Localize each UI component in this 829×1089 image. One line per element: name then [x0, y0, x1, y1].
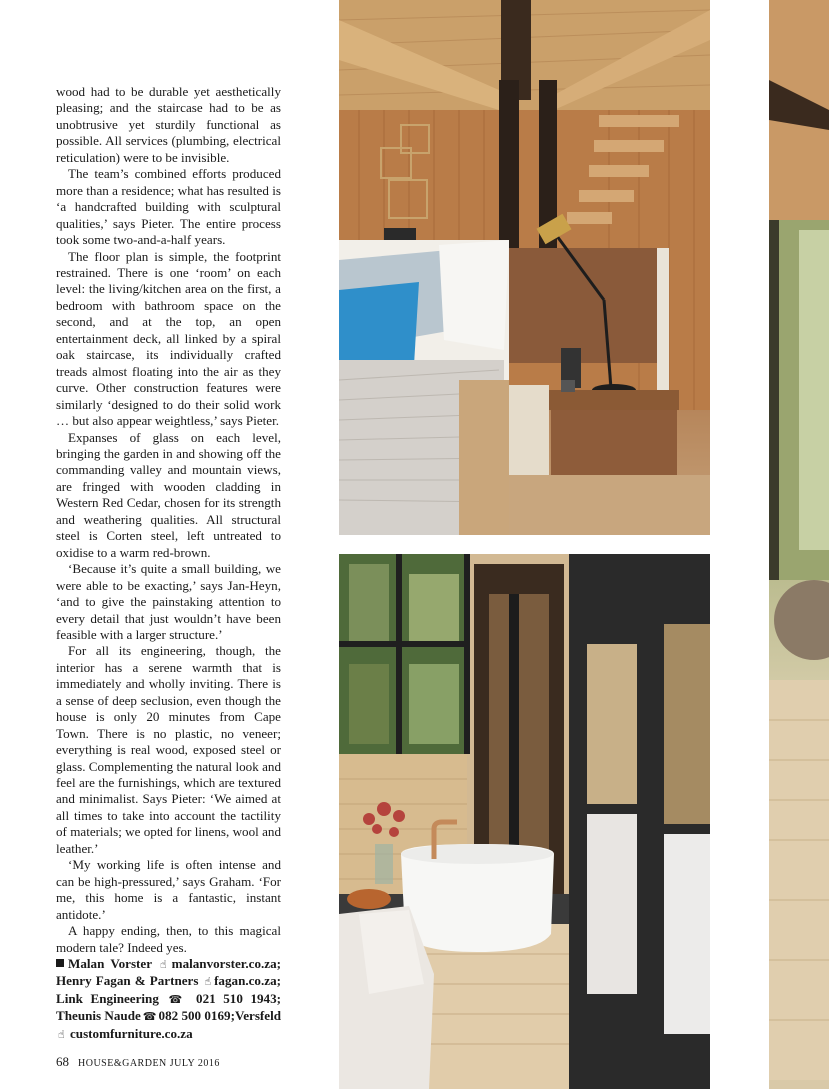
- credit-link[interactable]: fagan.co.za;: [214, 973, 281, 989]
- credit-name: Theunis Naude: [56, 1008, 141, 1024]
- credit-name: Versfeld: [234, 1008, 282, 1024]
- article-paragraph: Expanses of glass on each level, bringing the garden in and showing off the commanding valley and mountain views, are fringed with wooden cladding in Western Red Cedar, chosen for its strength and weathering qualities. All structural steel is Corten steel, left untreated to oxidise to a warm red-brown.: [56, 429, 281, 560]
- credit-name: Malan Vorster: [68, 956, 152, 972]
- bedroom-illustration: [339, 0, 710, 535]
- telephone-icon: ☎: [168, 992, 187, 1006]
- mouse-pointer-icon: ☝: [58, 1027, 65, 1041]
- article-paragraph: The team’s combined efforts produced more than a residence; what has resulted is ‘a handcrafted building with sculptural qualities,’ says Pieter. The entire process took some two-and-a-half years.: [56, 166, 281, 248]
- article-paragraph: A happy ending, then, to this magical modern tale? Indeed yes.: [56, 923, 281, 955]
- mouse-pointer-icon: ☝: [160, 958, 170, 972]
- credit-phone: 082 500 0169;: [158, 1008, 235, 1024]
- magazine-name: HOUSE&GARDEN: [78, 1058, 167, 1069]
- article-paragraph: wood had to be durable yet aesthetically pleasing; and the staircase had to be as unobtrusive yet sturdily functional as possible. All services (plumbing, electrical reticulation) were to be invisible.: [56, 84, 281, 165]
- adjacent-page-photo: [769, 0, 829, 1089]
- credit-phone: 021 510 1943;: [196, 990, 282, 1006]
- article-paragraph: ‘My working life is often intense and can be high-pressured,’ says Graham. ‘For me, this home is a fantastic, instant antidote.’: [56, 857, 281, 922]
- article-paragraph: ‘Because it’s quite a small building, we were able to be exacting,’ says Jan-Heyn, ‘and to give the painstaking attention to every detail that just wouldn’t have been feasible with a larger structure.’: [56, 561, 281, 642]
- page-footer: [56, 1054, 220, 1070]
- article-body: [56, 84, 281, 1043]
- page-number: 68: [56, 1054, 69, 1069]
- bedroom-photo: [339, 0, 710, 535]
- adjacent-illustration: [769, 0, 829, 1089]
- credit-name: Link Engineering: [56, 990, 159, 1006]
- credits-block: [56, 956, 281, 1043]
- telephone-icon: ☎: [142, 1010, 157, 1024]
- mouse-pointer-icon: ☝: [204, 975, 213, 989]
- bathroom-photo: [339, 554, 710, 1089]
- article-paragraph: The floor plan is simple, the footprint restrained. There is one ‘room’ on each level: the living/kitchen area on the first, a bedroom with bathroom space on the second, and at the top, an open entertainment deck, all linked by a spiral oak staircase, its individually crafted treads almost floating into the air as they curve. Other construction features were similarly ‘designed to do their solid work … but also appear weightless,’ says Pieter.: [56, 248, 281, 429]
- credit-link[interactable]: customfurniture.co.za: [69, 1025, 193, 1041]
- credit-name: Henry Fagan & Partners: [56, 973, 199, 989]
- credit-link[interactable]: malanvorster.co.za;: [171, 956, 281, 972]
- square-bullet-icon: [56, 959, 64, 967]
- issue-date: JULY 2016: [169, 1058, 220, 1069]
- bathroom-illustration: [339, 554, 710, 1089]
- article-paragraph: For all its engineering, though, the interior has a serene warmth that is immediately and wholly inviting. There is a sense of deep seclusion, even though the house is only 20 minutes from Cape Town. There is no plastic, no veneer; everything is real wood, exposed steel or glass. Complementing the natural look and feel are the furnishings, which are textured and minimalist. Says Pieter: ‘We aimed at all times to take into account the tactility of materials; we opted for linens, wool and leather.’: [56, 643, 281, 856]
